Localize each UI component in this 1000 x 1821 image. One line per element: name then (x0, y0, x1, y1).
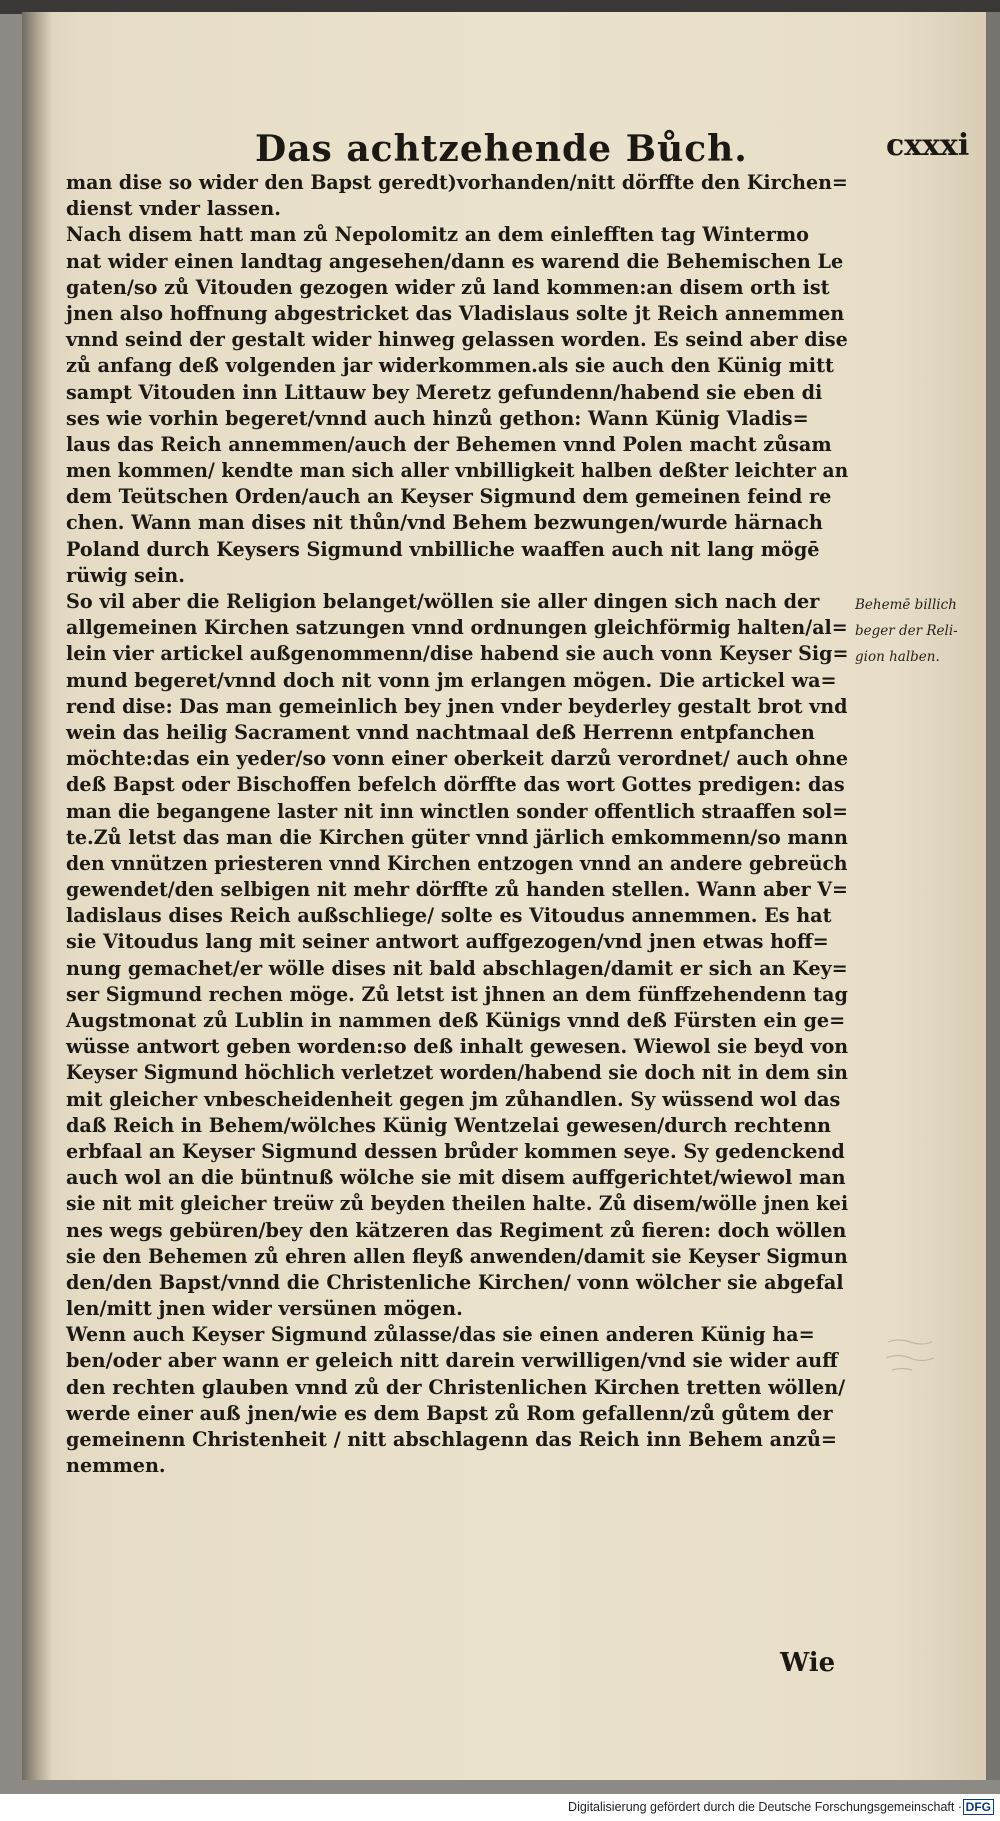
text-line: man dise so wider den Bapst geredt)vorhanden/nitt dörffte den Kirchen= (66, 171, 848, 194)
text-line: rend dise: Das man gemeinlich bey jnen vnder beyderley gestalt brot vnd (66, 694, 848, 718)
marginal-note (855, 592, 967, 670)
text-line: jnen also hoffnung abgestricket das Vladislaus solte jt Reich annemmen (66, 301, 845, 325)
text-line: gaten/so zů Vitouden gezogen wider zů land kommen:an disem orth ist (66, 275, 830, 299)
text-line: sie den Behemen zů ehren allen fleyß anwenden/damit sie Keyser Sigmun (66, 1244, 848, 1268)
funding-credit: Digitalisierung gefördert durch die Deutsche Forschungsgemeinschaft · (568, 1800, 962, 1814)
text-line: So vil aber die Religion belanget/wöllen sie aller dingen sich nach der (66, 590, 820, 613)
text-line: ben/oder aber wann er geleich nitt darein verwilligen/vnd sie wider auff (66, 1349, 838, 1373)
text-line: Augstmonat zů Lublin in nammen deß Künigs vnnd deß Fürsten ein ge= (66, 1009, 846, 1032)
text-line: vnnd seind der gestalt wider hinweg gelassen worden. Es seind aber dise (66, 328, 848, 352)
text-line: möchte:das ein yeder/so vonn einer oberkeit darzů verordnet/ auch ohne (66, 747, 849, 771)
faded-library-stamp (882, 1332, 938, 1378)
text-line: den rechten glauben vnnd zů der Christenlichen Kirchen tretten wöllen/ (66, 1375, 846, 1399)
text-line: Keyser Sigmund höchlich verletzet worden/habend sie doch nit in dem sin (66, 1061, 848, 1085)
text-line: mund begeret/vnnd doch nit vonn jm erlangen mögen. Die artickel wa= (66, 668, 837, 692)
text-line: ser Sigmund rechen möge. Zů letst ist jhnen an dem fünffzehendenn tag (66, 982, 848, 1006)
text-line: len/mitt jnen wider versünen mögen. (66, 1297, 463, 1321)
text-line: den vnnützen priesteren vnnd Kirchen entzogen vnnd an andere gebreüch (66, 851, 848, 875)
text-line: dienst vnder lassen. (66, 197, 281, 221)
text-line: chen. Wann man dises nit thůn/vnd Behem bezwungen/wurde härnach (66, 511, 823, 535)
running-header: Das achtzehende Bůch. (255, 128, 748, 170)
text-line: deß Bapst oder Bischoffen befelch dörffte das wort Gottes predigen: das (66, 773, 845, 797)
footer-bar (0, 1794, 1000, 1821)
text-line: wein das heilig Sacrament vnnd nachtmaal deß Herrenn entpfanchen (66, 720, 815, 744)
text-line: man die begangene laster nit inn winctlen sonder offentlich straaffen sol= (66, 799, 848, 823)
text-line: gemeinenn Christenheit / nitt abschlagenn das Reich inn Behem anzů= (66, 1428, 837, 1451)
text-line: Wenn auch Keyser Sigmund zůlasse/das sie einen anderen Künig ha= (66, 1323, 815, 1347)
text-line: Poland durch Keysers Sigmund vnbilliche waaffen auch nit lang mögē (66, 537, 820, 561)
text-line: Nach disem hatt man zů Nepolomitz an dem einlefften tag Wintermo (66, 223, 809, 247)
text-line: nat wider einen landtag angesehen/dann es warend die Behemischen Le (66, 249, 844, 273)
text-line: ses wie vorhin begeret/vnnd auch hinzů gethon: Wann Künig Vladis= (66, 406, 809, 430)
main-text-block (66, 170, 848, 1479)
page-gutter-shadow (22, 12, 52, 1780)
text-line: sampt Vitouden inn Littauw bey Meretz gefundenn/habend sie eben di (66, 380, 823, 404)
marginal-note-line: Behemē billich (855, 597, 957, 613)
page-right-edge (986, 12, 1000, 1780)
marginal-note-line: beger der Reli- (855, 623, 958, 639)
folio-number: cxxxi (886, 128, 970, 163)
text-line: auch wol an die büntnuß wölche sie mit disem auffgerichtet/wiewol man (66, 1166, 846, 1190)
marginal-note-line: gion halben. (855, 649, 940, 665)
text-line: sie nit mit gleicher treüw zů beyden theilen halte. Zů disem/wölle jnen kei (66, 1192, 849, 1216)
text-line: mit gleicher vnbescheidenheit gegen jm zůhandlen. Sy wüssend wol das (66, 1087, 841, 1111)
text-line: werde einer auß jnen/wie es dem Bapst zů Rom gefallenn/zů gůtem der (66, 1401, 833, 1425)
text-line: nes wegs gebüren/bey den kätzeren das Regiment zů fieren: doch wöllen (66, 1218, 847, 1242)
text-line: sie Vitoudus lang mit seiner antwort auffgezogen/vnd jnen etwas hoff= (66, 930, 829, 954)
text-line: erbfaal an Keyser Sigmund dessen brůder kommen seye. Sy gedenckend (66, 1139, 845, 1163)
catchword: Wie (780, 1648, 836, 1678)
dfg-logo: DFG (963, 1799, 994, 1815)
text-line: gewendet/den selbigen nit mehr dörffte zů handen stellen. Wann aber V= (66, 878, 848, 902)
text-line: nung gemachet/er wölle dises nit bald abschlagen/damit er sich an Key= (66, 956, 848, 980)
text-line: te.Zů letst das man die Kirchen güter vnnd järlich emkommenn/so mann (66, 825, 848, 849)
text-line: lein vier artickel außgenommenn/dise habend sie auch vonn Keyser Sig= (66, 642, 849, 666)
text-line: wüsse antwort geben worden:so deß inhalt gewesen. Wiewol sie beyd von (66, 1035, 849, 1059)
text-line: laus das Reich annemmen/auch der Behemen vnnd Polen macht zůsam (66, 432, 832, 456)
text-line: dem Teütschen Orden/auch an Keyser Sigmund dem gemeinen feind re (66, 485, 832, 509)
text-line: allgemeinen Kirchen satzungen vnnd ordnungen gleichförmig halten/al= (66, 616, 848, 640)
text-line: rüwig sein. (66, 563, 185, 587)
text-line: daß Reich in Behem/wölches Künig Wentzelai gewesen/durch rechtenn (66, 1113, 831, 1137)
text-line: ladislaus dises Reich außschliege/ solte es Vitoudus annemmen. Es hat (66, 904, 832, 928)
text-line: zů anfang deß volgenden jar widerkommen.als sie auch den Künig mitt (66, 354, 834, 378)
text-line: den/den Bapst/vnnd die Christenliche Kirchen/ vonn wölcher sie abgefal (66, 1270, 844, 1294)
text-line: nemmen. (66, 1454, 166, 1478)
text-line: men kommen/ kendte man sich aller vnbilligkeit halben deßter leichter an (66, 459, 849, 483)
